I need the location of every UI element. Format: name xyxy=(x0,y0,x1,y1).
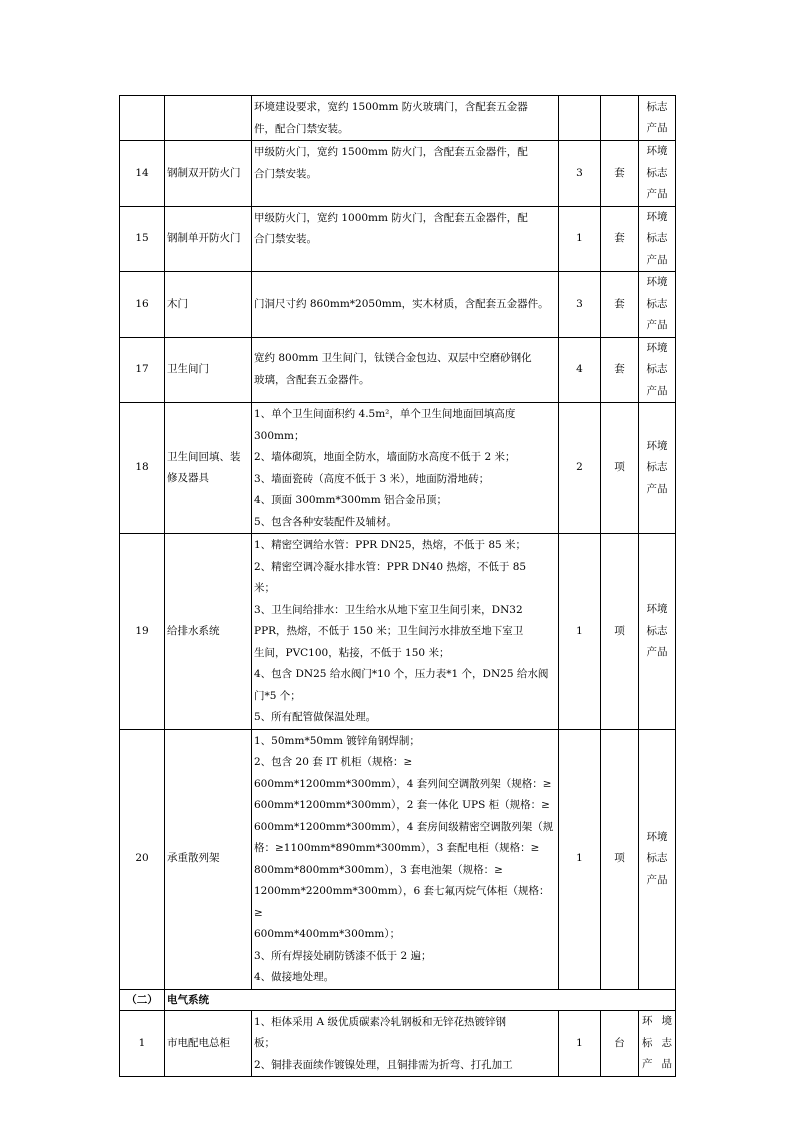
table-row xyxy=(120,96,676,141)
item-name: 卫生间门 xyxy=(165,337,252,403)
item-qty: 1 xyxy=(559,729,601,989)
item-qty: 1 xyxy=(559,1010,601,1077)
table-row xyxy=(120,403,676,534)
row-no: 14 xyxy=(120,141,165,207)
item-unit: 套 xyxy=(601,206,639,272)
item-qty: 3 xyxy=(559,141,601,207)
row-no: 20 xyxy=(120,729,165,989)
item-env: 环境 标志 产品 xyxy=(639,1010,676,1077)
item-env: 环境 标志 产品 xyxy=(639,534,676,730)
item-unit: 套 xyxy=(601,272,639,338)
item-desc: 甲级防火门，宽约 1500mm 防火门，含配套五金器件，配 合门禁安装。 xyxy=(252,141,559,207)
item-unit: 套 xyxy=(601,141,639,207)
item-unit xyxy=(601,96,639,141)
item-desc: 1、50mm*50mm 镀锌角钢焊制； 2、包含 20 套 IT 机柜（规格：≥ 600mm*1200mm*300mm），4 套列间空调散列架（规格：≥ 600mm*1200mm*300mm），2 套一体化 UPS 柜（规格：≥ 600mm*1200mm*300mm），4 套房间级精密空调散列架（规 格：≥1100mm*890mm*300mm），3 套配电柜（规格：≥ 800mm*800mm*300mm），3 套电池架（规格：≥ 1200mm*2200mm*300mm），6 套七氟丙烷气体柜（规格：≥ 600mm*400mm*300mm）； 3、所有焊接处刷防锈漆不低于 2 遍； 4、做接地处理。 xyxy=(252,729,559,989)
item-desc: 门洞尺寸约 860mm*2050mm，实木材质，含配套五金器件。 xyxy=(252,272,559,338)
table-row xyxy=(120,1010,676,1077)
table-row xyxy=(120,141,676,207)
table-row xyxy=(120,337,676,403)
section-title: 电气系统 xyxy=(165,989,676,1010)
row-no: 19 xyxy=(120,534,165,730)
item-name: 卫生间回填、装修及器具 xyxy=(165,403,252,534)
item-env: 环境 标志 产品 xyxy=(639,337,676,403)
item-desc: 环境建设要求，宽约 1500mm 防火玻璃门，含配套五金器 件，配合门禁安装。 xyxy=(252,96,559,141)
item-qty xyxy=(559,96,601,141)
item-desc: 甲级防火门，宽约 1000mm 防火门，含配套五金器件，配 合门禁安装。 xyxy=(252,206,559,272)
table-row xyxy=(120,729,676,989)
item-env: 环境 标志 产品 xyxy=(639,729,676,989)
item-qty: 2 xyxy=(559,403,601,534)
item-env: 环境 标志 产品 xyxy=(639,272,676,338)
section-no: （二） xyxy=(120,989,165,1010)
row-no: 17 xyxy=(120,337,165,403)
item-name: 木门 xyxy=(165,272,252,338)
item-env: 环境 标志 产品 xyxy=(639,141,676,207)
item-name: 钢制单开防火门 xyxy=(165,206,252,272)
item-name: 市电配电总柜 xyxy=(165,1010,252,1077)
table-row xyxy=(120,206,676,272)
table-row xyxy=(120,534,676,730)
item-unit: 台 xyxy=(601,1010,639,1077)
item-qty: 3 xyxy=(559,272,601,338)
item-env: 标志 产品 xyxy=(639,96,676,141)
item-desc: 1、精密空调给水管：PPR DN25，热熔，不低于 85 米； 2、精密空调冷凝水排水管：PPR DN40 热熔，不低于 85 米； 3、卫生间给排水：卫生给水从地下室卫生间引来，DN32 PPR，热熔，不低于 150 米；卫生间污水排放至地下室卫 生间，PVC100，粘接，不低于 150 米； 4、包含 DN25 给水阀门*10 个，压力表*1 个，DN25 给水阀 门*5 个； 5、所有配管做保温处理。 xyxy=(252,534,559,730)
row-no: 18 xyxy=(120,403,165,534)
item-desc: 1、单个卫生间面积约 4.5m²，单个卫生间地面回填高度 300mm； 2、墙体砌筑，地面全防水，墙面防水高度不低于 2 米； 3、墙面瓷砖（高度不低于 3 米），地面防滑地砖； 4、顶面 300mm*300mm 铝合金吊顶； 5、包含各种安装配件及辅材。 xyxy=(252,403,559,534)
row-no xyxy=(120,96,165,141)
item-name: 给排水系统 xyxy=(165,534,252,730)
item-desc: 1、柜体采用 A 级优质碳素冷轧钢板和无锌花热镀锌钢 板； 2、铜排表面续作镀镍处理，且铜排需为折弯、打孔加工 xyxy=(252,1010,559,1077)
item-name xyxy=(165,96,252,141)
item-qty: 4 xyxy=(559,337,601,403)
row-no: 15 xyxy=(120,206,165,272)
item-qty: 1 xyxy=(559,534,601,730)
row-no: 1 xyxy=(120,1010,165,1077)
item-name: 承重散列架 xyxy=(165,729,252,989)
row-no: 16 xyxy=(120,272,165,338)
item-qty: 1 xyxy=(559,206,601,272)
spec-table xyxy=(119,95,676,1077)
item-env: 环境 标志 产品 xyxy=(639,403,676,534)
section-row xyxy=(120,989,676,1010)
item-name: 钢制双开防火门 xyxy=(165,141,252,207)
item-unit: 项 xyxy=(601,403,639,534)
table-row xyxy=(120,272,676,338)
spec-table-body xyxy=(120,96,676,1077)
item-unit: 项 xyxy=(601,729,639,989)
item-env: 环境 标志 产品 xyxy=(639,206,676,272)
item-unit: 项 xyxy=(601,534,639,730)
item-desc: 宽约 800mm 卫生间门，钛镁合金包边、双层中空磨砂钢化 玻璃，含配套五金器件。 xyxy=(252,337,559,403)
item-unit: 套 xyxy=(601,337,639,403)
